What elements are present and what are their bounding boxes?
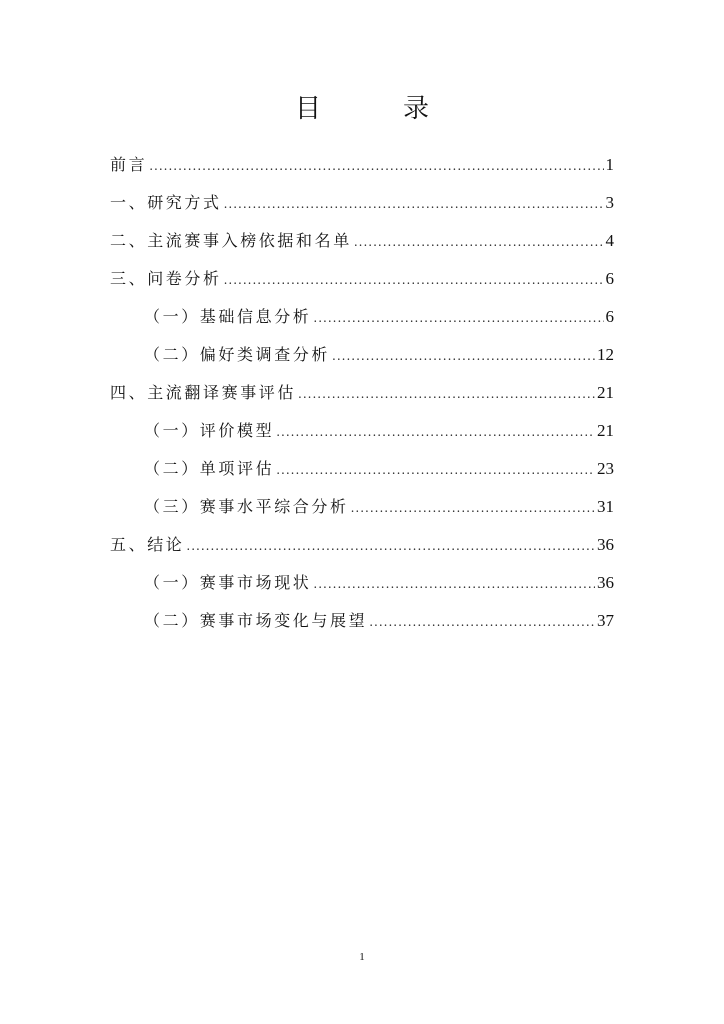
toc-leader-dots [224, 185, 604, 223]
toc-leader-dots [186, 527, 595, 565]
toc-entry-label: （二）偏好类调查分析 [144, 345, 331, 364]
toc-entry-market-outlook[interactable] [110, 602, 614, 640]
toc-leader-dots [369, 603, 595, 641]
toc-entry-page: 1 [605, 155, 614, 174]
toc-entry-page: 6 [605, 307, 614, 326]
toc-entry-preference[interactable] [110, 336, 614, 374]
table-of-contents [110, 146, 614, 640]
toc-entry-page: 12 [597, 345, 614, 364]
toc-entry-label: 二、主流赛事入榜依据和名单 [110, 231, 352, 250]
toc-entry-page: 36 [597, 535, 614, 554]
toc-entry-label: 四、主流翻译赛事评估 [110, 383, 297, 402]
toc-leader-dots [298, 375, 595, 413]
toc-entry-label: （一）评价模型 [144, 421, 275, 440]
toc-leader-dots [313, 299, 603, 337]
toc-entry-page: 21 [597, 383, 614, 402]
toc-entry-label: 三、问卷分析 [110, 269, 222, 288]
toc-entry-comprehensive[interactable] [110, 488, 614, 526]
toc-entry-page: 36 [597, 573, 614, 592]
toc-entry-evaluation[interactable] [110, 374, 614, 412]
toc-leader-dots [354, 223, 604, 261]
toc-leader-dots [149, 147, 603, 185]
page-number: 1 [359, 951, 365, 963]
toc-leader-dots [276, 451, 595, 489]
toc-leader-dots [351, 489, 595, 527]
toc-entry-page: 21 [597, 421, 614, 440]
toc-entry-page: 23 [597, 459, 614, 478]
toc-entry-preface[interactable] [110, 146, 614, 184]
toc-entry-conclusion[interactable] [110, 526, 614, 564]
toc-leader-dots [332, 337, 595, 375]
toc-entry-page: 4 [605, 231, 614, 250]
toc-entry-page: 37 [597, 611, 614, 630]
toc-entry-label: （三）赛事水平综合分析 [144, 497, 349, 516]
toc-entry-questionnaire[interactable] [110, 260, 614, 298]
toc-entry-research-method[interactable] [110, 184, 614, 222]
toc-entry-label: （二）单项评估 [144, 459, 275, 478]
toc-entry-page: 6 [605, 269, 614, 288]
toc-title: 目 录 [294, 94, 457, 124]
toc-entry-single-item[interactable] [110, 450, 614, 488]
toc-entry-page: 3 [605, 193, 614, 212]
toc-entry-competition-list[interactable] [110, 222, 614, 260]
toc-entry-label: 五、结论 [110, 535, 185, 554]
toc-leader-dots [276, 413, 595, 451]
toc-entry-label: （一）赛事市场现状 [144, 573, 312, 592]
toc-entry-basic-info[interactable] [110, 298, 614, 336]
toc-entry-label: （二）赛事市场变化与展望 [144, 611, 368, 630]
toc-leader-dots [224, 261, 604, 299]
toc-entry-page: 31 [597, 497, 614, 516]
toc-entry-model[interactable] [110, 412, 614, 450]
toc-entry-label: 一、研究方式 [110, 193, 222, 212]
toc-leader-dots [313, 565, 595, 603]
toc-entry-market-status[interactable] [110, 564, 614, 602]
toc-entry-label: 前言 [110, 155, 148, 174]
toc-entry-label: （一）基础信息分析 [144, 307, 312, 326]
